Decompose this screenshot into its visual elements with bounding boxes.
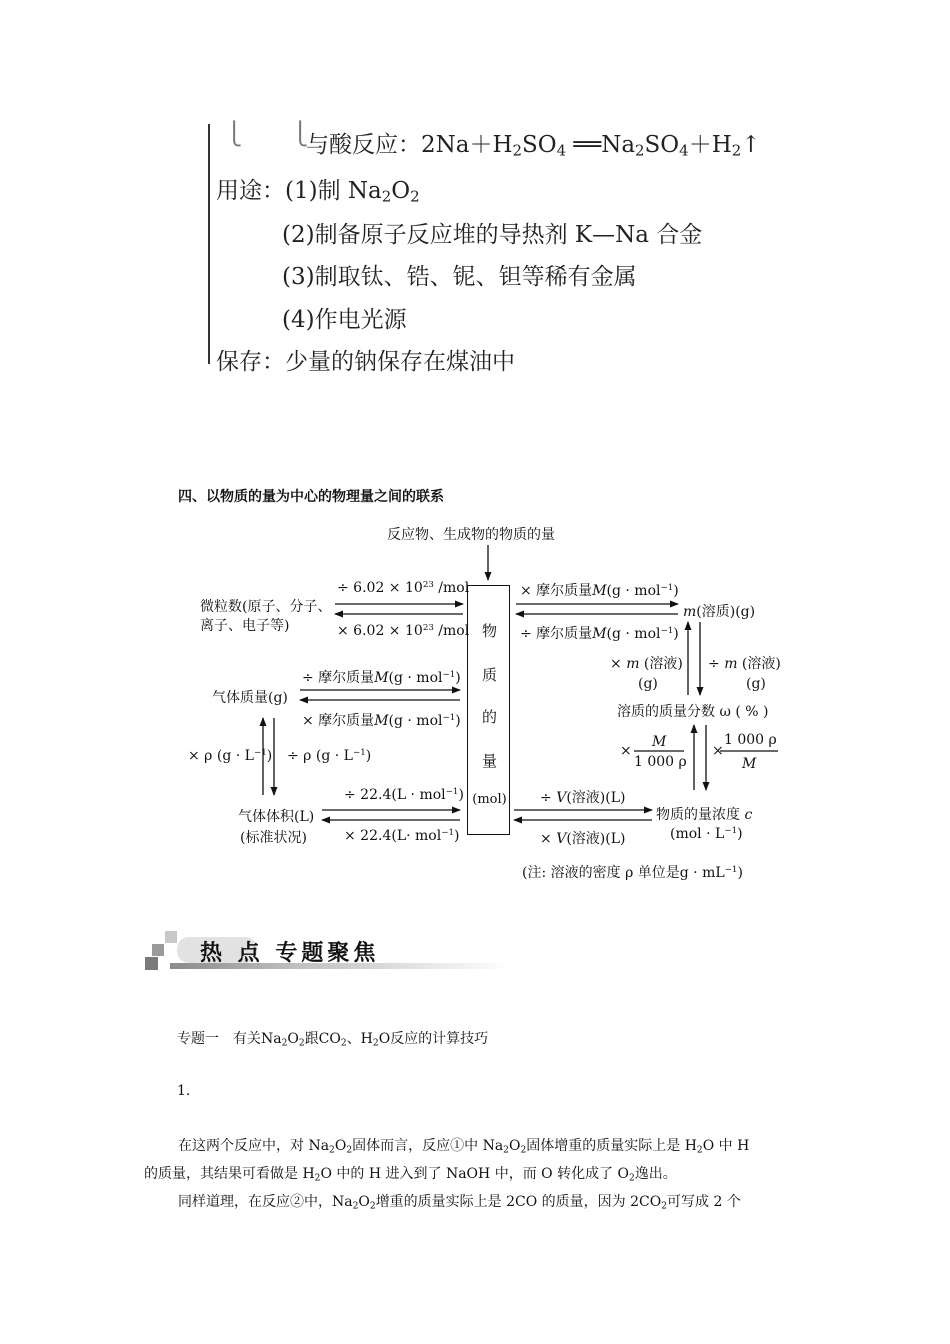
uses-label: 用途： xyxy=(216,178,285,204)
diagram-note: (注: 溶液的密度 ρ 单位是$g \cdot mL^{-1}$) xyxy=(522,865,743,881)
particles-label: 微粒数(原子、分子、 xyxy=(200,599,332,615)
fraction-left-operator: × xyxy=(620,743,632,759)
solution-mass-multiply-unit: (g) xyxy=(638,676,658,692)
paragraph-line: 在这两个反应中，对 $Na_2O_2$固体而言，反应①中 $Na_2O_2$固体增重的质量实际上是 $H_2O$ 中 H xyxy=(178,1138,750,1156)
fraction-right-denominator: M xyxy=(742,756,757,772)
brace-tick: ⎩ xyxy=(226,122,243,147)
section-heading: 四、以物质的量为中心的物理量之间的联系 xyxy=(178,489,444,505)
acid-reaction-label: 与酸反应： xyxy=(306,132,421,158)
use-item-3: (3)制取钛、锆、铌、钽等稀有金属 xyxy=(282,264,637,290)
box-char: 的 xyxy=(481,708,497,726)
gas-mass-multiply-label: × 摩尔质量M(g · mol$^{-1}$) xyxy=(302,713,461,729)
solution-volume-divide-label: ÷ V(溶液)(L) xyxy=(540,790,626,806)
gas-mass-divide-label: ÷ 摩尔质量M(g · mol$^{-1}$) xyxy=(302,670,461,686)
storage-line: 保存：少量的钠保存在煤油中 xyxy=(216,349,515,375)
fraction-left-denominator: 1 000 ρ xyxy=(634,754,687,770)
box-char: 量 xyxy=(481,752,497,770)
molar-volume-multiply-label: × 22.4(L· mol$^{-1}$) xyxy=(344,828,460,844)
solution-mass-divide-label: ÷ m (溶液) xyxy=(708,656,781,672)
use-item-2: (2)制备原子反应堆的导热剂 K—Na 合金 xyxy=(282,222,703,248)
particles-label: 离子、电子等) xyxy=(200,618,290,634)
density-divide-label: ÷ ρ $(g \cdot L^{-1})$ xyxy=(287,748,372,764)
paragraph-line: 同样道理，在反应②中，$Na_2O_2$增重的质量实际上是 2CO 的质量，因为 $2CO_2$可写成 2 个 xyxy=(178,1194,741,1212)
gas-volume-condition: (标准状况) xyxy=(240,830,307,846)
molar-volume-divide-label: ÷ 22.4(L · mol$^{-1}$) xyxy=(344,787,464,803)
topic-title: 专题一 有关$Na_2O_2$跟$CO_2$、$H_2O$反应的计算技巧 xyxy=(177,1031,489,1049)
banner-square xyxy=(165,931,177,943)
banner-square xyxy=(152,944,164,956)
density-multiply-label: × ρ $(g \cdot L^{-1})$ xyxy=(188,748,273,764)
solution-mass-multiply-label: × m (溶液) xyxy=(610,656,683,672)
use-item-1: (1)制 $Na_2O_2$ xyxy=(285,178,420,206)
diagram-top-label: 反应物、生成物的物质的量 xyxy=(387,527,555,543)
solute-mass-label: m(溶质)(g) xyxy=(683,604,756,620)
banner-square xyxy=(145,957,158,970)
fraction-right-numerator: 1 000 ρ xyxy=(724,732,777,748)
acid-reaction-equation: $2Na+H_2SO_4$ $══Na_2SO_4+H_2↑$ xyxy=(421,132,761,160)
gas-volume-label: 气体体积(L) xyxy=(238,809,315,825)
item-number: 1. xyxy=(177,1083,191,1099)
concentration-unit: $(mol \cdot L^{-1})$ xyxy=(670,826,743,842)
box-char: 质 xyxy=(481,666,497,684)
solution-volume-multiply-label: × V(溶液)(L) xyxy=(540,831,626,847)
concentration-label: 物质的量浓度 c xyxy=(656,807,753,823)
avogadro-multiply-label: × $6.02 \times 10^{23}$ /mol xyxy=(337,623,470,639)
solute-mass-multiply-label: × 摩尔质量M(g · mol$^{-1}$) xyxy=(520,583,679,599)
solution-mass-divide-unit: (g) xyxy=(746,676,766,692)
banner-title: 热 点 专题聚焦 xyxy=(200,940,380,966)
fraction-right-operator: × xyxy=(712,743,724,759)
gas-mass-label: 气体质量(g) xyxy=(212,690,288,706)
use-item-4: (4)作电光源 xyxy=(282,307,407,333)
avogadro-divide-label: ÷ $6.02 \times 10^{23}$ /mol xyxy=(337,580,470,596)
brace-tick: ⎩ xyxy=(292,122,309,147)
box-char: 物 xyxy=(481,622,497,640)
fraction-left-numerator: M xyxy=(652,734,667,750)
solute-mass-divide-label: ÷ 摩尔质量M(g · mol$^{-1}$) xyxy=(520,626,679,642)
box-char: (mol) xyxy=(472,792,507,807)
paragraph-line: 的质量，其结果可看做是 $H_2O$ 中的 H 进入到了 NaOH 中，而 O 转化成了 $O_2$逸出。 xyxy=(144,1166,677,1184)
mass-fraction-label: 溶质的质量分数 ω ( % ) xyxy=(617,704,769,720)
